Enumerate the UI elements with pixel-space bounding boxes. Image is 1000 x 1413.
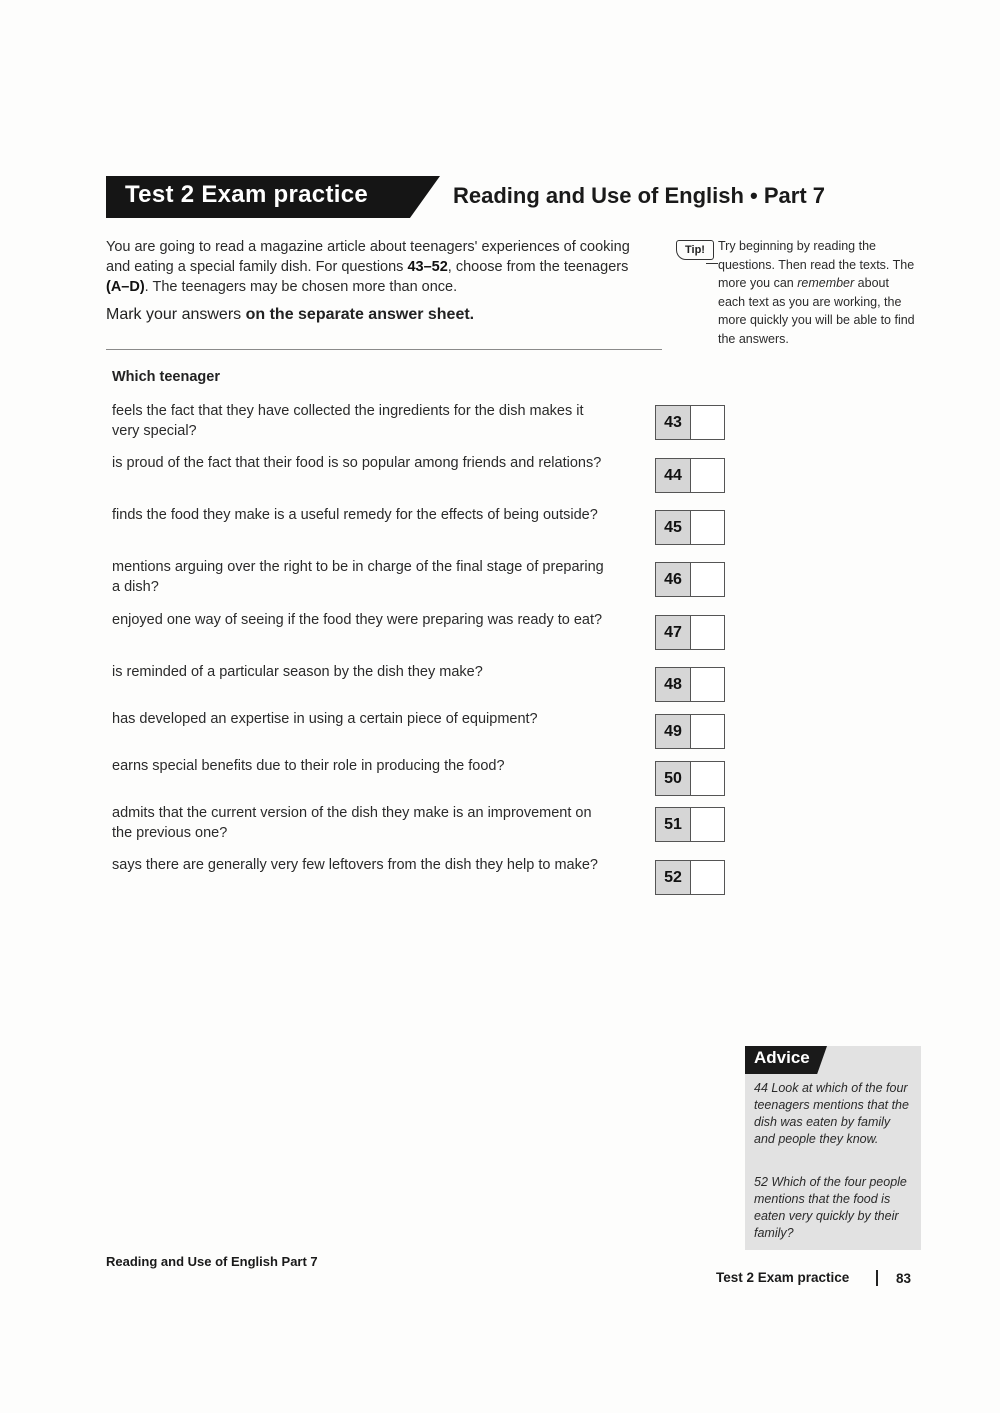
- question-text: says there are generally very few leftovers from the dish they help to make?: [112, 857, 598, 873]
- answer-box[interactable]: [691, 714, 725, 749]
- answer-box[interactable]: [691, 807, 725, 842]
- answer-box[interactable]: [691, 860, 725, 895]
- answer-row: [655, 405, 725, 440]
- question-text: earns special benefits due to their role in producing the food?: [112, 758, 505, 774]
- answer-row: [655, 714, 725, 749]
- question-number: 45: [655, 510, 691, 545]
- instructions-text-c: . The teenagers may be chosen more than once.: [144, 279, 458, 295]
- question-number: 50: [655, 761, 691, 796]
- answer-row: [655, 615, 725, 650]
- question-text: finds the food they make is a useful remedy for the effects of being outside?: [112, 507, 598, 523]
- instructions-text-b: , choose from the teenagers: [447, 259, 629, 275]
- questions-heading: Which teenager: [112, 369, 220, 385]
- question-text: has developed an expertise in using a certain piece of equipment?: [112, 711, 538, 727]
- banner-title: Test 2 Exam practice: [125, 181, 369, 208]
- mark-prefix: Mark your answers: [106, 306, 246, 323]
- advice-title: Advice: [754, 1048, 810, 1067]
- question-number: 49: [655, 714, 691, 749]
- question-text: feels the fact that they have collected the ingredients for the dish makes it very special?: [112, 403, 584, 439]
- tip-text-emphasis: remember: [797, 276, 855, 290]
- mark-bold: on the separate answer sheet.: [245, 306, 475, 323]
- footer-section-label: Reading and Use of English Part 7: [106, 1254, 318, 1269]
- answer-row: [655, 458, 725, 493]
- answer-box[interactable]: [691, 562, 725, 597]
- answer-box[interactable]: [691, 667, 725, 702]
- answer-row: [655, 860, 725, 895]
- answer-box[interactable]: [691, 458, 725, 493]
- answer-row: [655, 510, 725, 545]
- question-number: 46: [655, 562, 691, 597]
- answer-row: [655, 807, 725, 842]
- question-text: is reminded of a particular season by the dish they make?: [112, 664, 483, 680]
- answer-row: [655, 761, 725, 796]
- instructions-text-a: You are going to read a magazine article about teenagers' experiences of cooking and eating a special family dish. For questions: [106, 239, 630, 275]
- question-range: 43–52: [407, 259, 448, 275]
- footer-separator: [876, 1270, 878, 1286]
- footer-test-label: Test 2 Exam practice: [716, 1270, 850, 1285]
- mark-answers-instruction: [106, 306, 474, 324]
- question-number: 44: [655, 458, 691, 493]
- page-number: 83: [896, 1271, 912, 1286]
- question-number: 51: [655, 807, 691, 842]
- question-text: admits that the current version of the dish they make is an improvement on the previous one?: [112, 805, 592, 841]
- section-title: Reading and Use of English • Part 7: [453, 183, 825, 208]
- tip-badge: Tip!: [676, 240, 714, 260]
- question-text: mentions arguing over the right to be in charge of the final stage of preparing a dish?: [112, 559, 604, 595]
- question-number: 52: [655, 860, 691, 895]
- advice-item-52: 52 Which of the four people mentions that the food is eaten very quickly by their family?: [754, 1175, 907, 1240]
- advice-item-44: 44 Look at which of the four teenagers mentions that the dish was eaten by family and people they know.: [754, 1081, 909, 1146]
- tip-text: [718, 237, 918, 348]
- tip-text-a: Try beginning by reading the questions. Then read the texts. The more you can: [718, 239, 915, 290]
- answer-box[interactable]: [691, 510, 725, 545]
- question-number: 43: [655, 405, 691, 440]
- divider: [106, 349, 662, 350]
- tip-connector: [706, 263, 718, 264]
- answer-box[interactable]: [691, 405, 725, 440]
- question-text: enjoyed one way of seeing if the food they were preparing was ready to eat?: [112, 612, 603, 628]
- answer-box[interactable]: [691, 761, 725, 796]
- answer-row: [655, 667, 725, 702]
- question-number: 48: [655, 667, 691, 702]
- question-number: 47: [655, 615, 691, 650]
- instructions: [106, 237, 636, 297]
- answer-box[interactable]: [691, 615, 725, 650]
- tip-text-b: about each text as you are working, the more quickly you will be able to find the answers.: [718, 276, 915, 346]
- question-text: is proud of the fact that their food is so popular among friends and relations?: [112, 455, 602, 471]
- answer-row: [655, 562, 725, 597]
- teacher-letters: (A–D): [106, 279, 145, 295]
